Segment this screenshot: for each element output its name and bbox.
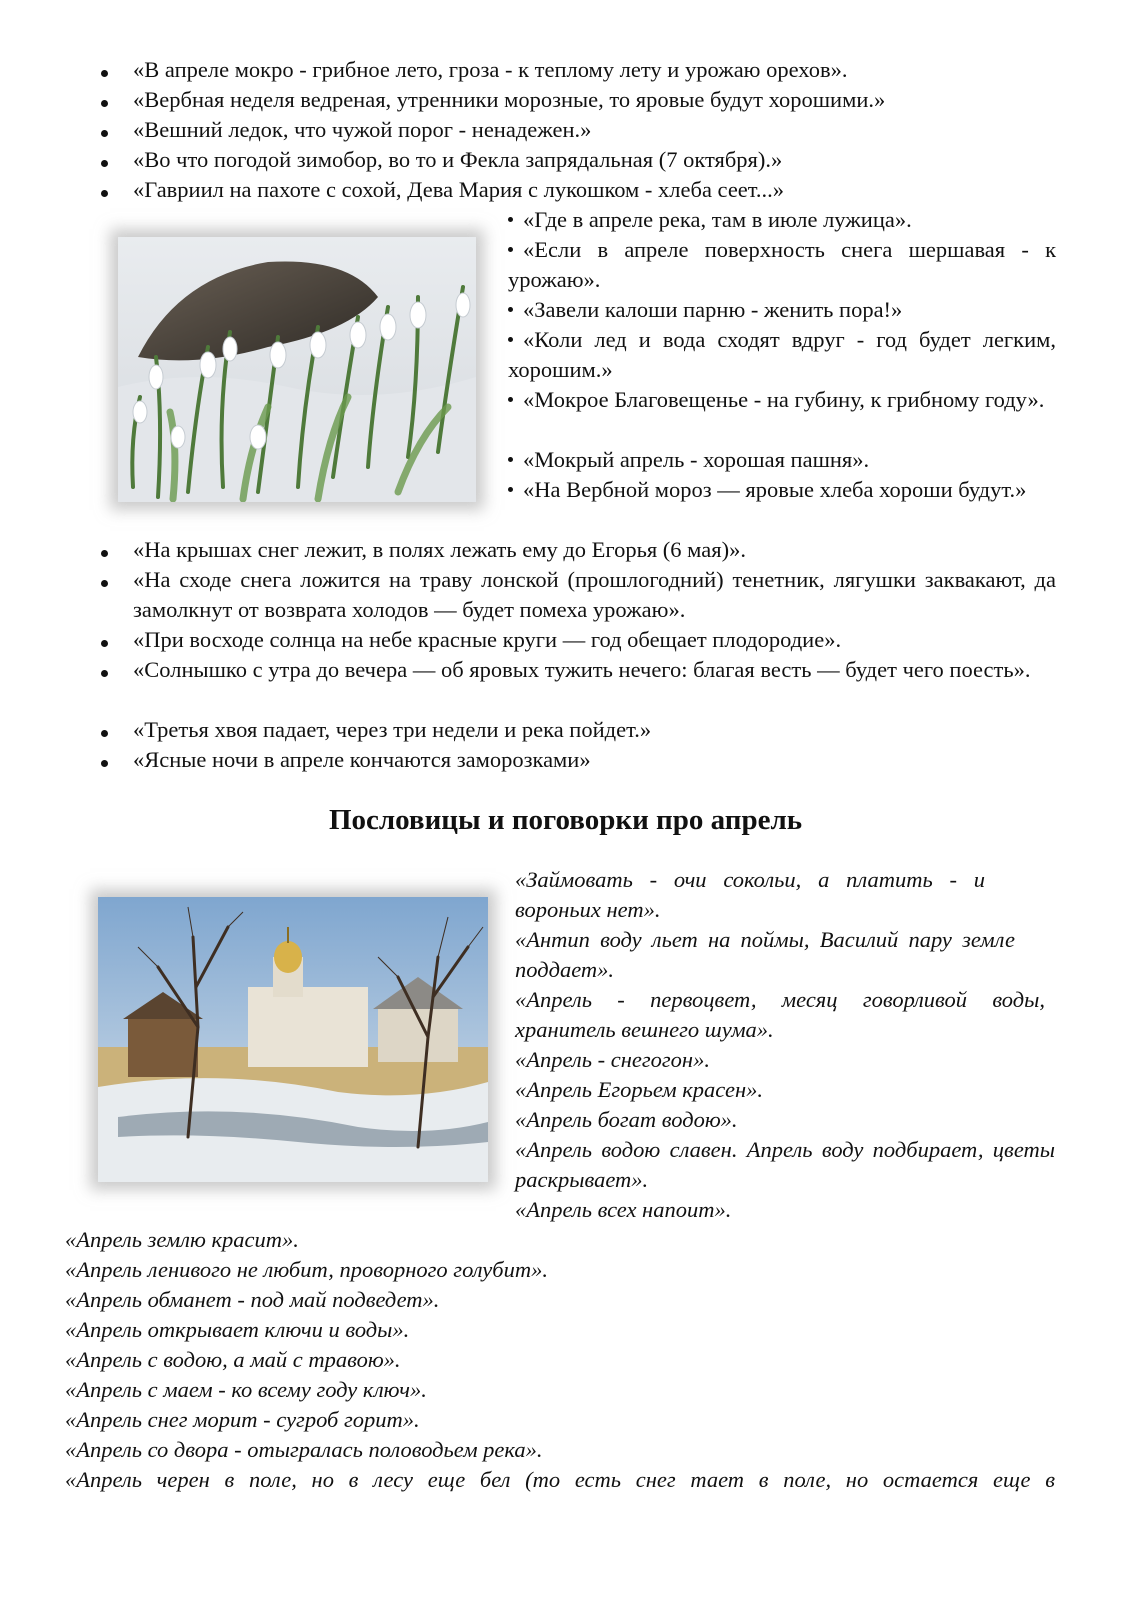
list-item: «Гавриил на пахоте с сохой, Дева Мария с лукошком - хлеба сеет...» [133,177,785,202]
list-item: «На сходе снега ложится на траву лонской (прошлогодний) тенетник, лягушки заквакают, да замолкнут от возврата холодов — будет помеха урожаю». [133,567,1056,622]
snowdrops-photo [118,237,476,502]
bullet-icon [101,160,108,167]
proverb-item: «Апрель водою славен. Апрель воду подбирает, цветы раскрывает». [515,1137,1055,1192]
bullet-icon [508,247,513,252]
proverb-item: «Займовать - очи сокольи, а платить - и вороньих нет». [515,867,985,922]
bullet-icon [508,217,513,222]
list-item: «Где в апреле река, там в июле лужица». [508,205,912,235]
bullet-icon [101,100,108,107]
bullet-icon [508,307,513,312]
bullet-icon [101,190,108,197]
list-item: «Мокрый апрель - хорошая пашня». [508,445,869,475]
list-item: «Мокрое Благовещенье - на губину, к грибному году». [508,385,1056,415]
list-item: «Завели калоши парню - женить пора!» [508,295,902,325]
list-item: «Третья хвоя падает, через три недели и река пойдет.» [133,717,652,742]
proverb-item: «Апрель с водою, а май с травою». [65,1347,401,1372]
bullet-icon [508,337,513,342]
proverb-item: «Апрель снег морит - сугроб горит». [65,1407,420,1432]
list-item: «Если в апреле поверхность снега шершавая - к урожаю». [508,237,1056,292]
proverb-item: «Апрель землю красит». [65,1227,299,1252]
proverb-item: «Апрель черен в поле, но в лесу еще бел (то есть снег тает в поле, но остается еще в [65,1467,1055,1492]
list-item: «Коли лед и вода сходят вдруг - год будет легким, хорошим.» [508,327,1056,382]
list-item: «Вешний ледок, что чужой порог - ненадежен.» [133,117,592,142]
list-item: «Ясные ночи в апреле кончаются заморозками» [133,747,591,772]
proverb-item: «Апрель - первоцвет, месяц говорливой воды, хранитель вешнего шума». [515,987,1045,1042]
proverb-item: «Апрель Егорьем красен». [515,1077,764,1102]
section-title: Пословицы и поговорки про апрель [328,804,803,836]
list-item: «На крышах снег лежит, в полях лежать ему до Егорья (6 мая)». [133,537,746,562]
proverb-item: «Апрель - снегогон». [515,1047,710,1072]
bullet-icon [101,670,108,677]
list-item: «При восходе солнца на небе красные круги — год обещает плодородие». [133,627,842,652]
proverb-item: «Апрель всех напоит». [515,1197,732,1222]
bullet-icon [508,397,513,402]
bullet-icon [508,487,513,492]
proverb-item: «Апрель со двора - отыгралась половодьем река». [65,1437,543,1462]
list-item: «В апреле мокро - грибное лето, гроза - к теплому лету и урожаю орехов». [133,57,848,82]
list-item: «Вербная неделя ведреная, утренники морозные, то яровые будут хорошими.» [133,87,886,112]
bullet-icon [101,130,108,137]
proverb-item: «Апрель богат водою». [515,1107,738,1132]
list-item: «Во что погодой зимобор, во то и Фекла запрядальная (7 октября).» [133,147,783,172]
bullet-icon [101,580,108,587]
list-item: «На Вербной мороз — яровые хлеба хороши будут.» [508,475,1056,505]
bullet-icon [101,550,108,557]
proverb-item: «Апрель обманет - под май подведет». [65,1287,440,1312]
bullet-icon [508,457,513,462]
proverb-item: «Апрель с маем - ко всему году ключ». [65,1377,427,1402]
bullet-icon [101,640,108,647]
proverb-item: «Апрель открывает ключи и воды». [65,1317,410,1342]
proverb-item: «Антип воду льет на поймы, Василий пару земле поддает». [515,927,1015,982]
list-item: «Солнышко с утра до вечера — об яровых тужить нечего: благая весть — будет чего поесть». [133,657,1031,682]
bullet-icon [101,760,108,767]
bullet-icon [101,70,108,77]
proverb-item: «Апрель ленивого не любит, проворного голубит». [65,1257,548,1282]
bullet-icon [101,730,108,737]
monastery-painting [98,897,488,1182]
